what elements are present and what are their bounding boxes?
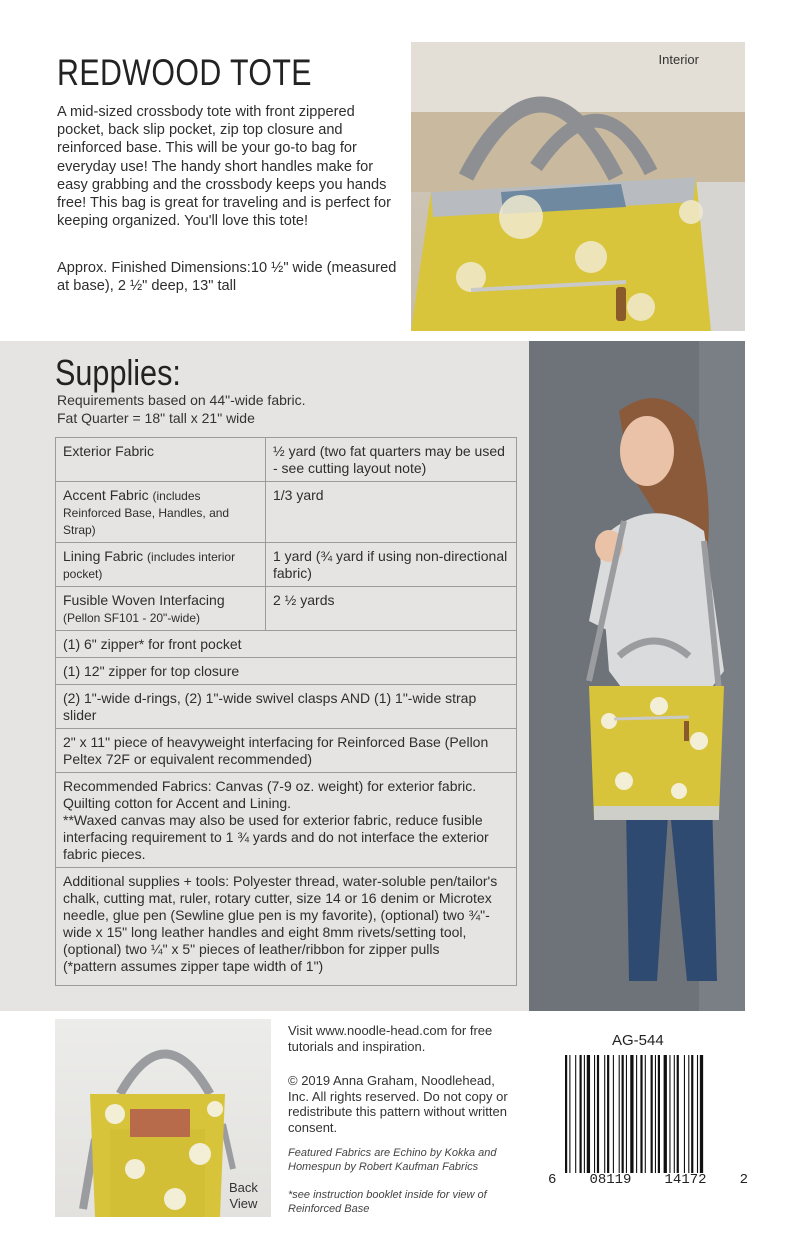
- barcode-digits: [548, 1172, 748, 1188]
- supply-item: Accent Fabric (includes Reinforced Base, Handles, and Strap): [56, 482, 266, 543]
- barcode-bar: [594, 1055, 595, 1173]
- barcode: [563, 1055, 743, 1175]
- recommended-fabrics: Recommended Fabrics: Canvas (7-9 oz. weight) for exterior fabric. Quilting cotton for Accent and Lining. **Waxed canvas may also be used for exterior fabric, reduce fusible interfacing requirement to 1 ¾ yards and do not interface the exterior fabric pieces.: [56, 773, 517, 868]
- table-row: [56, 543, 517, 587]
- supplies-table: [55, 437, 517, 986]
- supply-quantity: 1/3 yard: [266, 482, 517, 543]
- back-label-line2: View: [229, 1196, 258, 1211]
- barcode-bar: [630, 1055, 633, 1173]
- barcode-bar: [626, 1055, 627, 1173]
- table-row: [56, 631, 517, 658]
- back-view-label: [229, 1180, 258, 1212]
- barcode-bar: [619, 1055, 620, 1173]
- barcode-bar: [655, 1055, 656, 1173]
- table-row: [56, 685, 517, 729]
- supply-item: Fusible Woven Interfacing (Pellon SF101 - 20"-wide): [56, 587, 266, 631]
- barcode-bar: [700, 1055, 703, 1173]
- barcode-check-digit: 2: [739, 1172, 748, 1188]
- pattern-title: REDWOOD TOTE: [57, 52, 312, 93]
- barcode-bar: [691, 1055, 693, 1173]
- additional-supplies: Additional supplies + tools: Polyester thread, water-soluble pen/tailor's chalk, cutting mat, ruler, rotary cutter, size 14 or 16 denim or Microtex needle, glue pen (Sewline glue pen is my favorite), (optional) two ¾"-wide x 15" long leather handles and eight 8mm rivets/setting tool, (optional) two ¼" x 5" pieces of leather/ribbon for zipper pulls (*pattern assumes zipper tape width of 1"): [56, 868, 517, 986]
- supply-quantity: 1 yard (¾ yard if using non-directional fabric): [266, 543, 517, 587]
- barcode-bar: [697, 1055, 698, 1173]
- supply-full-row: (1) 6" zipper* for front pocket: [56, 631, 517, 658]
- supply-quantity: 2 ½ yards: [266, 587, 517, 631]
- barcode-bar: [645, 1055, 646, 1173]
- barcode-right-digits: 14172: [664, 1172, 707, 1188]
- barcode-bar: [569, 1055, 570, 1173]
- supply-item: Lining Fabric (includes interior pocket): [56, 543, 266, 587]
- barcode-left-digits: 08119: [589, 1172, 632, 1188]
- barcode-bar: [584, 1055, 585, 1173]
- copyright-notice: © 2019 Anna Graham, Noodlehead, Inc. All rights reserved. Do not copy or redistribute this pattern without written consent.: [288, 1073, 508, 1135]
- barcode-bar: [607, 1055, 609, 1173]
- supply-item: Exterior Fabric: [56, 438, 266, 482]
- supply-full-row: (1) 12" zipper for top closure: [56, 658, 517, 685]
- barcode-bar: [565, 1055, 567, 1173]
- pattern-description: A mid-sized crossbody tote with front zippered pocket, back slip pocket, zip top closure and reinforced base. This will be your go-to bag for everyday use! The handy short handles make for easy grabbing and the crossbody keeps you hands free! This bag is great for traveling and is perfect for keeping organized. You'll love this tote!: [57, 104, 391, 230]
- featured-fabrics-note: Featured Fabrics are Echino by Kokka and Homespun by Robert Kaufman Fabrics: [288, 1147, 497, 1173]
- table-row: [56, 729, 517, 773]
- barcode-bar: [636, 1055, 637, 1173]
- barcode-bar: [597, 1055, 599, 1173]
- supply-full-row: 2" x 11" piece of heavyweight interfacing for Reinforced Base (Pellon Peltex 72F or equivalent recommended): [56, 729, 517, 773]
- interior-label: Interior: [658, 52, 699, 67]
- supply-quantity: ½ yard (two fat quarters may be used - see cutting layout note): [266, 438, 517, 482]
- barcode-bar: [688, 1055, 689, 1173]
- requirements-note: Requirements based on 44"-wide fabric.: [57, 392, 306, 408]
- barcode-bar: [669, 1055, 670, 1173]
- barcode-bar: [684, 1055, 685, 1173]
- table-row: [56, 438, 517, 482]
- barcode-lead-digit: 6: [548, 1172, 557, 1188]
- interior-photo: [411, 42, 745, 331]
- table-row: [56, 658, 517, 685]
- barcode-bar: [658, 1055, 660, 1173]
- table-row: [56, 482, 517, 543]
- finished-dimensions: Approx. Finished Dimensions:10 ½" wide (measured at base), 2 ½" deep, 13" tall: [57, 260, 397, 295]
- barcode-bar: [640, 1055, 642, 1173]
- model-photo: [529, 341, 745, 1011]
- barcode-bar: [651, 1055, 653, 1173]
- barcode-bar: [580, 1055, 582, 1173]
- barcode-bar: [604, 1055, 605, 1173]
- barcode-bar: [622, 1055, 624, 1173]
- supplies-heading: Supplies:: [55, 352, 181, 393]
- barcode-bar: [575, 1055, 576, 1173]
- back-label-line1: Back: [229, 1180, 258, 1195]
- table-row: [56, 587, 517, 631]
- table-row: [56, 773, 517, 868]
- barcode-bar: [677, 1055, 679, 1173]
- booklet-note: *see instruction booklet inside for view of Reinforced Base: [288, 1189, 487, 1215]
- fat-quarter-note: Fat Quarter = 18" tall x 21" wide: [57, 410, 255, 426]
- barcode-bar: [613, 1055, 614, 1173]
- barcode-bar: [587, 1055, 590, 1173]
- sku-label: AG-544: [612, 1032, 664, 1049]
- barcode-bar: [674, 1055, 675, 1173]
- table-row: [56, 868, 517, 986]
- website-note: Visit www.noodle-head.com for free tutorials and inspiration.: [288, 1023, 493, 1054]
- supply-full-row: (2) 1"-wide d-rings, (2) 1"-wide swivel clasps AND (1) 1"-wide strap slider: [56, 685, 517, 729]
- barcode-bar: [664, 1055, 667, 1173]
